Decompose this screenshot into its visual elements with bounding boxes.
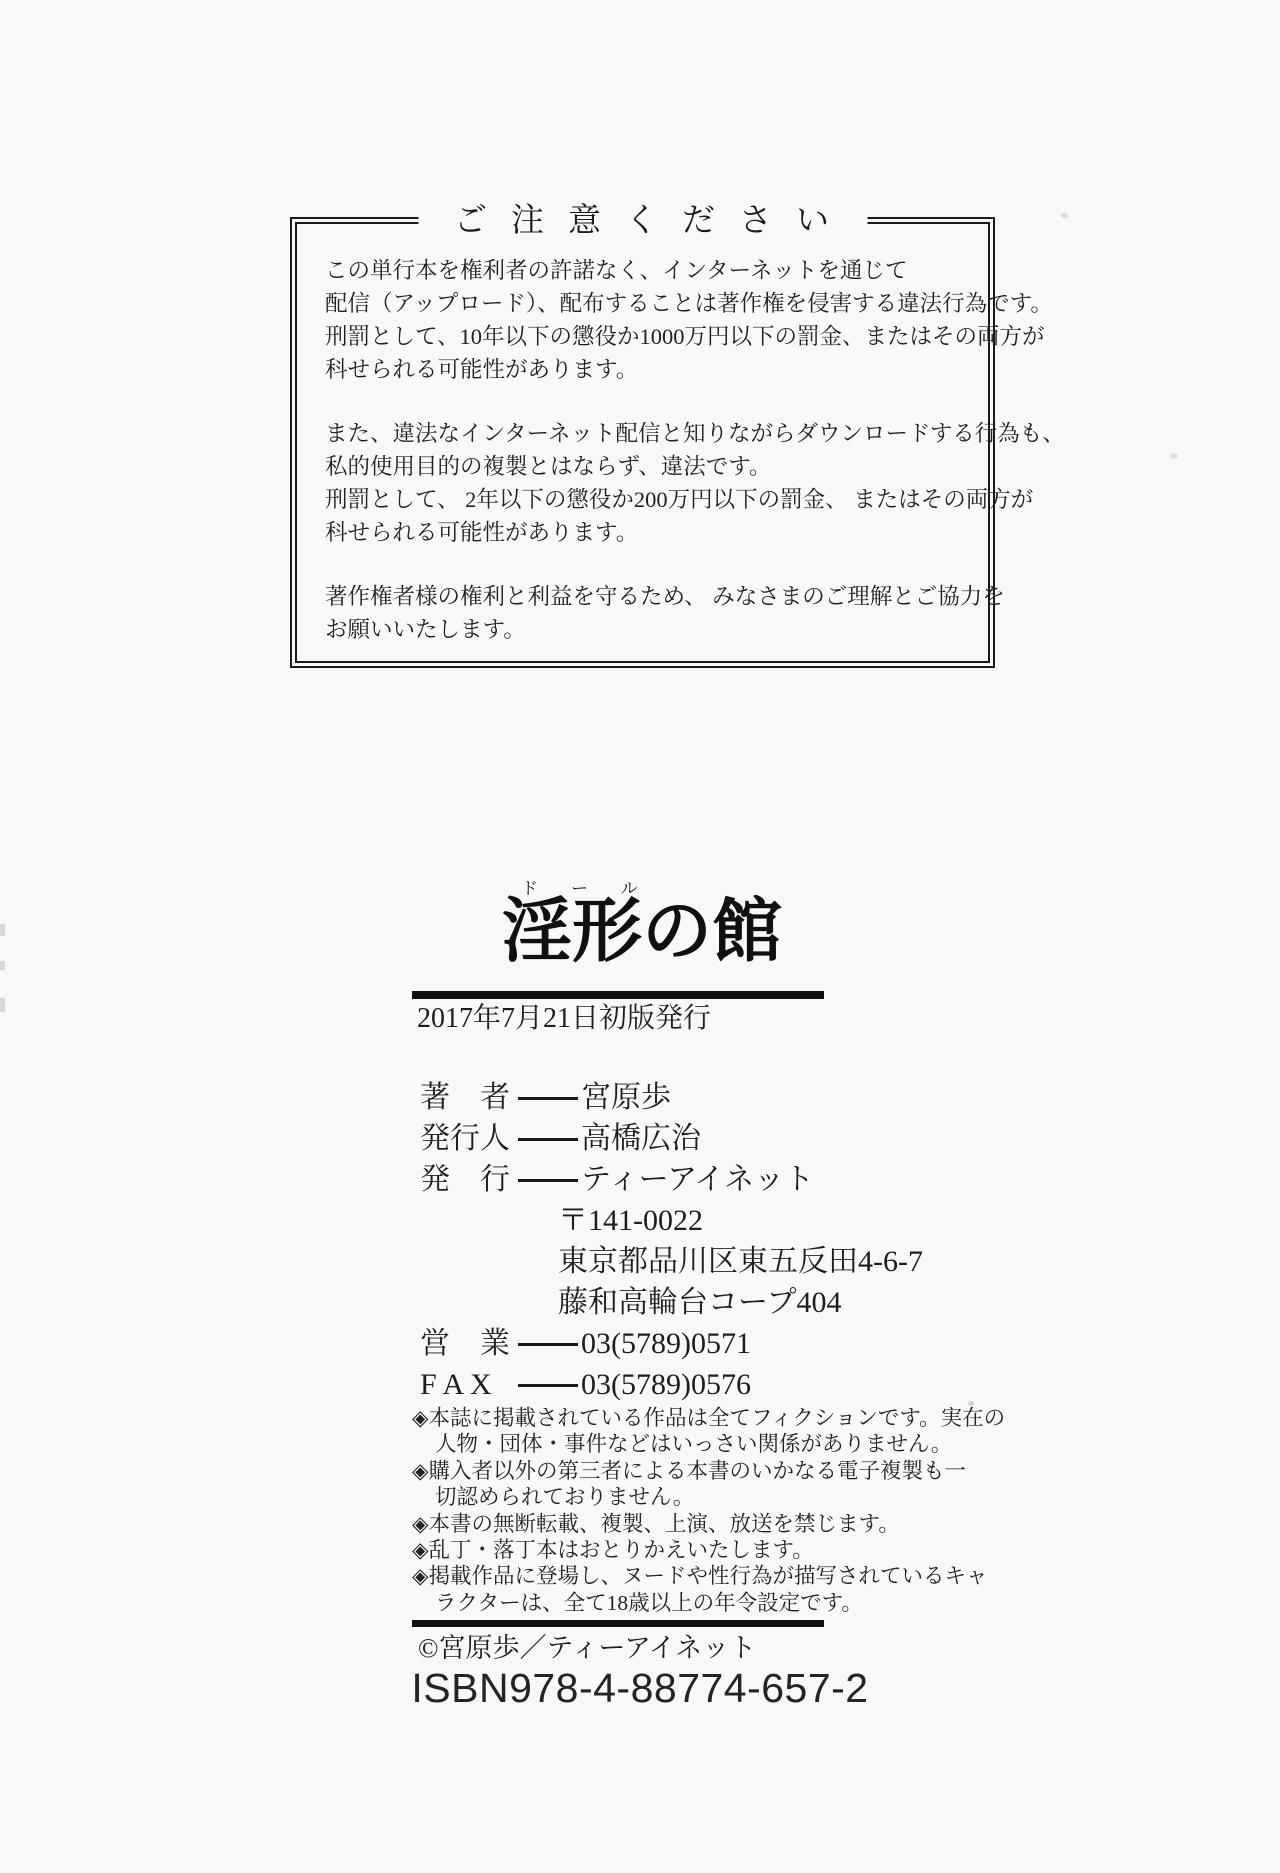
colophon-row-address1 bbox=[558, 1241, 923, 1282]
fax-label: F A X bbox=[420, 1368, 492, 1401]
disclaimer-line: ラクターは、全て18歳以上の年令設定です。 bbox=[435, 1590, 863, 1615]
scan-speck bbox=[1170, 453, 1178, 459]
warning-text-line: 刑罰として、10年以下の懲役か1000万円以下の罰金、またはその両方が bbox=[325, 324, 1045, 349]
disclaimer-line: ◈本誌に掲載されている作品は全てフィクションです。実在の bbox=[412, 1406, 1006, 1430]
address-line2: 藤和高輪台コープ404 bbox=[558, 1286, 842, 1319]
publisher-value: ティーアイネット bbox=[581, 1163, 815, 1196]
colophon-row-fax bbox=[420, 1364, 923, 1405]
scan-edge-artifact bbox=[0, 998, 5, 1012]
warning-text-line: 科せられる可能性があります。 bbox=[325, 520, 639, 545]
sales-phone-value: 03(5789)0571 bbox=[581, 1327, 751, 1360]
warning-text-line: 私的使用目的の複製とはならず、違法です。 bbox=[325, 454, 772, 479]
disclaimer-line: 切認められておりません。 bbox=[435, 1485, 695, 1510]
publisher-label: 発 行 bbox=[420, 1163, 510, 1196]
sales-label: 営 業 bbox=[420, 1327, 510, 1360]
colophon-row-author bbox=[420, 1077, 923, 1118]
scan-edge-artifact bbox=[0, 924, 5, 936]
disclaimer-line: 人物・団体・事件などはいっさい関係がありません。 bbox=[435, 1432, 953, 1457]
colophon-row-address2 bbox=[558, 1282, 923, 1323]
leader-dash bbox=[518, 1097, 578, 1100]
scan-speck bbox=[1061, 213, 1068, 218]
colophon-row-issuer bbox=[420, 1118, 923, 1159]
author-value: 宮原歩 bbox=[581, 1081, 671, 1114]
scan-edge-artifact bbox=[0, 961, 5, 970]
postal-code: 〒141-0022 bbox=[558, 1204, 703, 1237]
title-divider-rule bbox=[412, 991, 824, 999]
disclaimer-list bbox=[412, 1405, 1005, 1616]
fax-value: 03(5789)0576 bbox=[581, 1368, 751, 1401]
warning-text-line: 著作権者様の権利と利益を守るため、 みなさまのご理解とご協力を bbox=[325, 584, 1005, 609]
leader-dash bbox=[518, 1138, 578, 1141]
issuer-label: 発行人 bbox=[420, 1122, 510, 1155]
leader-dash bbox=[518, 1179, 578, 1182]
colophon-row-sales-phone bbox=[420, 1323, 923, 1364]
warning-box-title: ご注意ください bbox=[418, 199, 867, 243]
warning-text-line: お願いいたします。 bbox=[325, 617, 526, 642]
colophon-row-publisher bbox=[420, 1159, 923, 1200]
author-label: 著 者 bbox=[420, 1081, 510, 1114]
warning-paragraph-request bbox=[325, 580, 1005, 646]
warning-text-line: この単行本を権利者の許諾なく、インターネットを通じて bbox=[325, 258, 908, 283]
address-line1: 東京都品川区東五反田4-6-7 bbox=[558, 1245, 923, 1278]
copyright-warning-box bbox=[290, 203, 1065, 668]
colophon-row-postal-code bbox=[558, 1200, 923, 1241]
edition-date: 2017年7月21日初版発行 bbox=[417, 1003, 712, 1034]
title-furigana: ドール bbox=[521, 879, 671, 898]
warning-text-line: 刑罰として、 2年以下の懲役か200万円以下の罰金、 またはその両方が bbox=[325, 487, 1034, 512]
footer-divider-rule bbox=[412, 1620, 824, 1627]
scan-speck bbox=[968, 1401, 974, 1406]
disclaimer-line: ◈掲載作品に登場し、ヌードや性行為が描写されているキャ bbox=[412, 1564, 988, 1589]
copyright-line: ©宮原歩／ティーアイネット bbox=[418, 1633, 757, 1663]
warning-text-line: 科せられる可能性があります。 bbox=[325, 357, 639, 382]
warning-paragraph-download bbox=[325, 417, 1065, 549]
leader-dash bbox=[518, 1384, 578, 1387]
leader-dash bbox=[518, 1343, 578, 1346]
book-title: 淫形の館 bbox=[502, 894, 782, 971]
disclaimer-line: ◈乱丁・落丁本はおとりかえいたします。 bbox=[412, 1538, 814, 1563]
colophon-block bbox=[420, 1077, 923, 1405]
disclaimer-line: ◈購入者以外の第三者による本書のいかなる電子複製も一 bbox=[412, 1458, 967, 1483]
issuer-value: 高橋広治 bbox=[581, 1122, 701, 1155]
disclaimer-line: ◈本書の無断転載、複製、上演、放送を禁じます。 bbox=[412, 1511, 900, 1536]
warning-text-line: 配信（アップロード）、配布することは著作権を侵害する違法行為です。 bbox=[325, 291, 1053, 316]
warning-text-line: また、違法なインターネット配信と知りながらダウンロードする行為も、 bbox=[325, 421, 1065, 446]
isbn-number: ISBN978-4-88774-657-2 bbox=[411, 1665, 869, 1711]
warning-paragraph-upload bbox=[325, 254, 1053, 386]
